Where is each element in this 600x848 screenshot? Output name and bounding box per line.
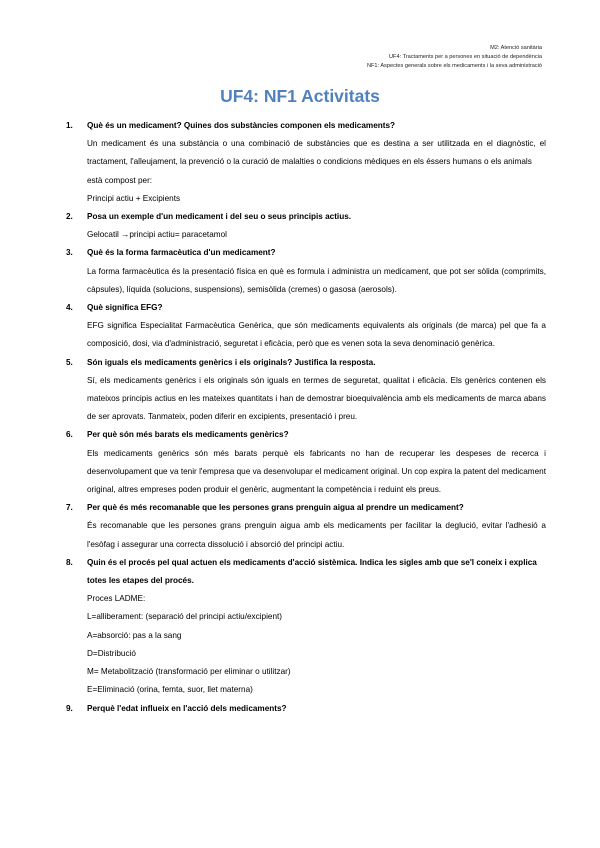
question-text: Per què són més barats els medicaments genèrics? bbox=[87, 430, 289, 440]
answer-text: Un medicament és una substància o una combinació de substàncies que es destina a ser utilitzada en el diagnòstic, el tractament, l'alleujament, la prevenció o la curació de malalties o condicions mèdiques en els éssers humans o els animals bbox=[87, 139, 546, 167]
activity-item bbox=[66, 117, 546, 208]
answer-text: És recomanable que les persones grans prenguin aigua amb els medicaments per facilitar la deglució, evitar l'adhesió a l'esòfag i assegurar una correcta dissolució i absorció del principi actiu. bbox=[87, 521, 546, 549]
answer-text: E=Eliminació (orina, femta, suor, llet materna) bbox=[87, 685, 253, 695]
question bbox=[66, 554, 546, 590]
question-text: Perquè l'edat influeix en l'acció dels medicaments? bbox=[87, 703, 287, 713]
question-text: Posa un exemple d'un medicament i del seu o seus principis actius. bbox=[87, 212, 352, 222]
answer-text: està compost per: bbox=[87, 175, 153, 185]
question-number: 6. bbox=[66, 430, 73, 440]
question-number: 1. bbox=[66, 121, 73, 130]
question-number: 7. bbox=[66, 503, 73, 513]
activity-item bbox=[66, 208, 546, 244]
answer-text: Sí, els medicaments genèrics i els originals són iguals en termes de seguretat, qualitat i eficàcia. Els genèrics contenen els mateixos principis actius en les mateixes quantitats i han de demostrar bioequivalència amb els medicaments de marca abans de ser aprovats. Tanmateix, poden diferir en excipients, presentació i preu. bbox=[87, 375, 546, 422]
answer-text: Gelocatil →principi actiu= paracetamol bbox=[87, 230, 227, 240]
question-number: 8. bbox=[66, 557, 73, 567]
activity-item bbox=[66, 700, 546, 718]
question-text: Quin és el procés pel qual actuen els medicaments d'acció sistèmica. Indica les sigles amb que se'l coneix i explica totes les etapes del procés. bbox=[87, 557, 537, 586]
header-unit: UF4: Tractaments per a persones en situació de dependència bbox=[389, 54, 542, 60]
answer-text: A=absorció: pas a la sang bbox=[87, 630, 182, 640]
answer-text: L=alliberament: (separació del principi actiu/excipient) bbox=[87, 612, 283, 622]
activity-item bbox=[66, 426, 546, 499]
activity-item bbox=[66, 244, 546, 299]
answer-text: Els medicaments genèrics són més barats perquè els fabricants no han de recuperar les despeses de recerca i desenvolupament que va tenir l'empresa que va desenvolupar el medicament original. Un cop expira la patent del medicament original, altres empreses poden produir el genèric, augmentant la competència i reduint els preus. bbox=[87, 448, 546, 495]
header-topic: NF1: Aspectes generals sobre els medicaments i la seva administració bbox=[366, 63, 542, 69]
answer-text: La forma farmacèutica és la presentació física en què es formula i administra un medicament, que pot ser sòlida (comprimits, càpsules), líquida (solucions, suspensions), semisòlida (cremes) o gasosa (aerosols). bbox=[87, 266, 546, 294]
question bbox=[66, 499, 546, 517]
activity-item bbox=[66, 499, 546, 554]
question-number: 4. bbox=[66, 303, 73, 313]
header-module: M2: Atenció sanitària bbox=[490, 45, 542, 51]
question bbox=[66, 700, 546, 718]
question-text: Què és un medicament? Quines dos substàncies componen els medicaments? bbox=[87, 121, 396, 130]
answer-text: Proces LADME: bbox=[87, 594, 146, 604]
activity-item bbox=[66, 554, 546, 700]
question bbox=[66, 244, 546, 262]
question-number: 2. bbox=[66, 212, 73, 222]
question-number: 9. bbox=[66, 703, 73, 713]
activity-item bbox=[66, 299, 546, 354]
question bbox=[66, 117, 546, 135]
activity-item bbox=[66, 354, 546, 427]
question-text: Són iguals els medicaments genèrics i els originals? Justifica la resposta. bbox=[87, 357, 376, 367]
question bbox=[66, 208, 546, 226]
document-header bbox=[367, 44, 542, 71]
question-number: 3. bbox=[66, 248, 73, 258]
question-text: Què significa EFG? bbox=[87, 303, 163, 313]
question bbox=[66, 354, 546, 372]
answer-text: EFG significa Especialitat Farmacèutica Genèrica, que són medicaments equivalents als originals (de marca) pel que fa a composició, dosi, via d'administració, seguretat i eficàcia, però que es venen sota la seva denominació genèrica. bbox=[87, 321, 546, 349]
question bbox=[66, 426, 546, 444]
page-title: UF4: NF1 Activitats bbox=[220, 86, 380, 106]
question-text: Per què és més recomanable que les persones grans prenguin aigua al prendre un medicament? bbox=[87, 503, 464, 513]
answer-text: D=Distribució bbox=[87, 648, 136, 658]
answer-text: M= Metabolització (transformació per eliminar o utilitzar) bbox=[87, 667, 291, 677]
question-number: 5. bbox=[66, 357, 73, 367]
question-text: Què és la forma farmacèutica d'un medicament? bbox=[87, 248, 276, 258]
activities-list bbox=[66, 117, 546, 718]
answer-text: Principi actiu + Excipients bbox=[87, 193, 181, 203]
question bbox=[66, 299, 546, 317]
